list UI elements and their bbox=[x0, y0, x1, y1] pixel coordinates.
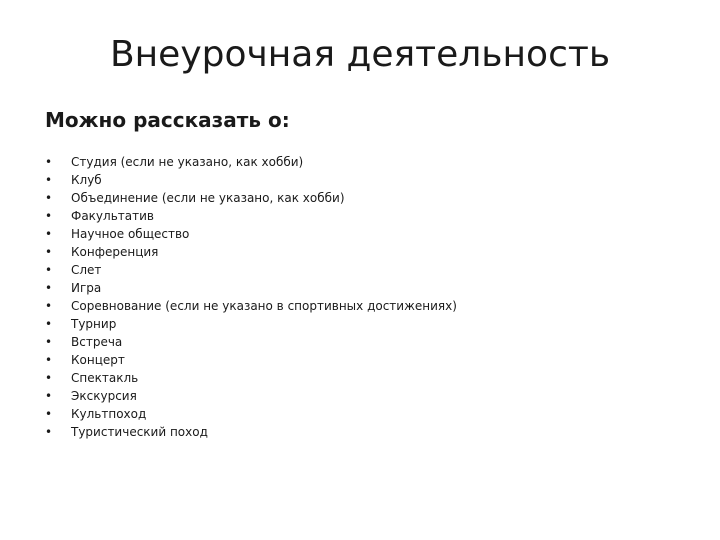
list-item bbox=[45, 225, 457, 243]
list-item-text: Турнир bbox=[71, 317, 117, 331]
list-item bbox=[45, 207, 457, 225]
list-item bbox=[45, 405, 457, 423]
bullet-point: • bbox=[45, 191, 53, 205]
bullet-point: • bbox=[45, 335, 53, 349]
list-item-text: Конференция bbox=[71, 245, 159, 259]
list-item-text: Культпоход bbox=[71, 407, 147, 421]
slide-subtitle: Можно рассказать о: bbox=[45, 108, 290, 132]
list-item-text: Факультатив bbox=[71, 209, 154, 223]
list-item bbox=[45, 297, 457, 315]
list-item bbox=[45, 351, 457, 369]
list-item-text: Соревнование (если не указано в спортивных достижениях) bbox=[71, 299, 457, 313]
bullet-point: • bbox=[45, 209, 53, 223]
list-item bbox=[45, 423, 457, 441]
slide-title: Внеурочная деятельность bbox=[109, 34, 611, 75]
list-item-text: Игра bbox=[71, 281, 102, 295]
list-item-text: Экскурсия bbox=[71, 389, 137, 403]
bullet-point: • bbox=[45, 371, 53, 385]
bullet-point: • bbox=[45, 389, 53, 403]
list-item-text: Научное общество bbox=[71, 227, 190, 241]
list-item bbox=[45, 189, 457, 207]
bullet-point: • bbox=[45, 317, 53, 331]
list-item bbox=[45, 243, 457, 261]
bullet-point: • bbox=[45, 407, 53, 421]
bullet-point: • bbox=[45, 281, 53, 295]
list-item bbox=[45, 153, 457, 171]
list-item-text: Встреча bbox=[71, 335, 123, 349]
list-item-text: Объединение (если не указано, как хобби) bbox=[71, 191, 345, 205]
list-item bbox=[45, 387, 457, 405]
bullet-point: • bbox=[45, 299, 53, 313]
list-item bbox=[45, 279, 457, 297]
bullet-point: • bbox=[45, 353, 53, 367]
list-item-text: Слет bbox=[71, 263, 102, 277]
bullet-point: • bbox=[45, 263, 53, 277]
list-item bbox=[45, 261, 457, 279]
bullet-point: • bbox=[45, 173, 53, 187]
bullet-list bbox=[45, 153, 457, 441]
list-item bbox=[45, 315, 457, 333]
list-item-text: Туристический поход bbox=[71, 425, 208, 439]
list-item bbox=[45, 171, 457, 189]
bullet-point: • bbox=[45, 227, 53, 241]
list-item-text: Клуб bbox=[71, 173, 102, 187]
bullet-point: • bbox=[45, 425, 53, 439]
bullet-point: • bbox=[45, 155, 53, 169]
list-item bbox=[45, 369, 457, 387]
bullet-point: • bbox=[45, 245, 53, 259]
list-item-text: Спектакль bbox=[71, 371, 139, 385]
list-item-text: Студия (если не указано, как хобби) bbox=[71, 155, 304, 169]
list-item-text: Концерт bbox=[71, 353, 125, 367]
list-item bbox=[45, 333, 457, 351]
